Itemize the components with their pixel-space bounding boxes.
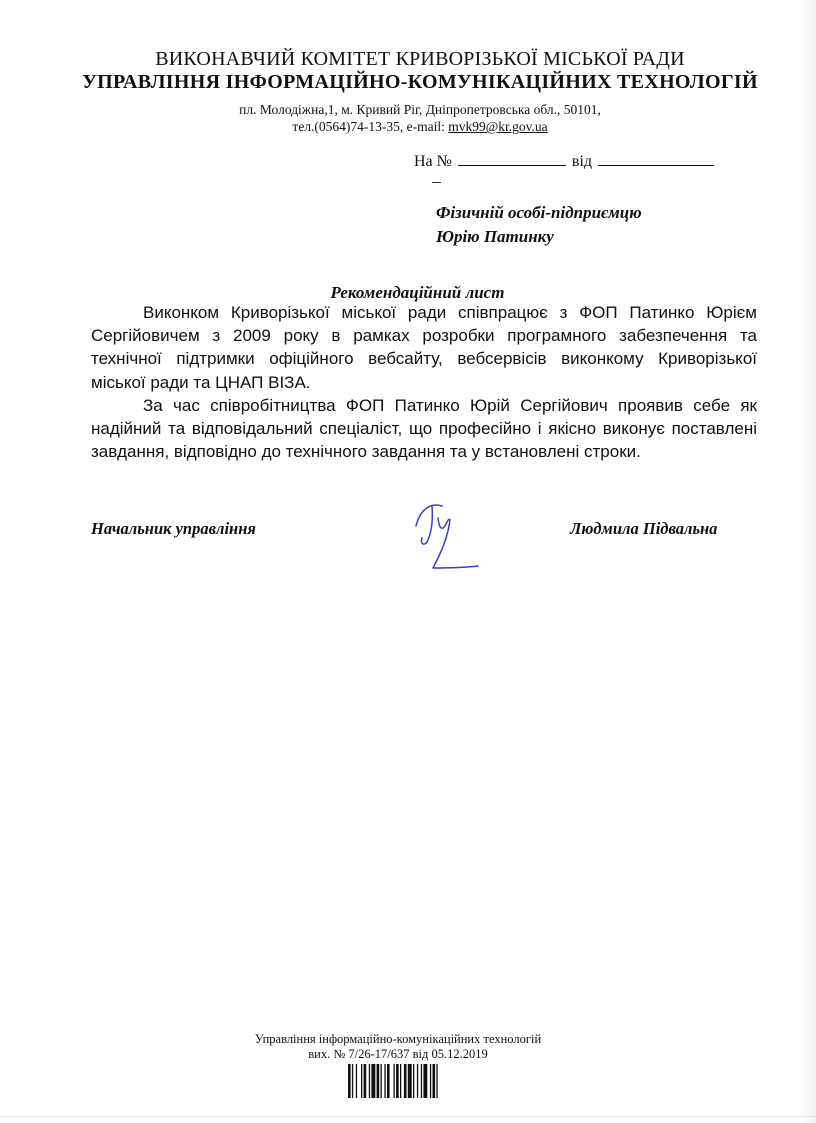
barcode-bar — [371, 1064, 375, 1098]
contact-line — [0, 119, 816, 135]
barcode-bar — [352, 1064, 353, 1098]
barcode-bar — [421, 1064, 422, 1098]
email-link[interactable]: mvk99@kr.gov.ua — [448, 119, 548, 134]
barcode-bar — [384, 1064, 385, 1098]
barcode-bar — [423, 1064, 427, 1098]
letter-subject: Рекомендаційний лист — [330, 283, 505, 302]
barcode-bar — [381, 1064, 382, 1098]
phone-text: тел.(0564)74-13-35, e-mail: — [292, 119, 449, 134]
scan-edge-bottom — [0, 1116, 816, 1117]
barcode-bar — [408, 1064, 412, 1098]
barcode-bar — [430, 1064, 431, 1098]
body-paragraph: За час співробітництва ФОП Патинко Юрій Сергійович проявив себе як надійний та відповідальний спеціаліст, що професійно і якісно виконує поставлені завдання, відповідно до технічного завдання та у встановлені строки. — [91, 395, 757, 462]
barcode-bar — [364, 1064, 367, 1098]
reference-number-blank — [458, 151, 566, 166]
footer-department: Управління інформаційно-комунікаційних технологій — [254, 1032, 542, 1046]
barcode-bar — [417, 1064, 418, 1098]
reference-number-label: На № — [414, 153, 452, 170]
reference-date-label: від — [571, 153, 593, 170]
barcode-bar — [394, 1064, 395, 1098]
signatory-position: Начальник управління — [91, 519, 256, 538]
barcode-bar — [361, 1064, 362, 1098]
body-paragraph: Виконком Криворізької міської ради співпрацює з ФОП Патинко Юрієм Сергійовичем з 2009 року в рамках розробки програмного забезпечення та технічної підтримки офіційного вебсайту, вебсервісів виконкому Криворізької міської ради та ЦНАП ВІЗА. — [91, 303, 757, 392]
barcode-bar — [377, 1064, 380, 1098]
barcode-bar — [433, 1064, 436, 1098]
signature-icon — [402, 496, 482, 576]
barcode-bar — [400, 1064, 401, 1098]
org-title: ВИКОНАВЧИЙ КОМІТЕТ КРИВОРІЗЬКОЇ МІСЬКОЇ РАДИ — [155, 48, 685, 70]
scan-edge-right — [798, 0, 816, 1123]
address-line: пл. Молодіжна,1, м. Кривий Ріг, Дніпропетровська обл., 50101, — [239, 102, 601, 117]
barcode-bar — [387, 1064, 390, 1098]
barcode-bar — [404, 1064, 407, 1098]
reference-date-blank — [598, 151, 714, 166]
barcode-bar — [348, 1064, 351, 1098]
barcode-icon — [348, 1064, 468, 1098]
barcode-bar — [396, 1064, 399, 1098]
department-title: УПРАВЛІННЯ ІНФОРМАЦІЙНО-КОМУНІКАЦІЙНИХ ТЕХНОЛОГІЙ — [82, 71, 758, 93]
addressee — [436, 201, 642, 249]
margin-tick — [432, 182, 441, 183]
barcode-bar — [356, 1064, 357, 1098]
barcode-bar — [369, 1064, 370, 1098]
reference-line — [414, 151, 714, 171]
addressee-line-2: Юрію Патинку — [436, 227, 554, 246]
addressee-line-1: Фізичній особі-підприємцю — [436, 203, 642, 222]
signatory-name: Людмила Підвальна — [570, 519, 718, 538]
barcode-bar — [436, 1064, 437, 1098]
letter-body — [91, 301, 757, 463]
outgoing-number: вих. № 7/26-17/637 від 05.12.2019 — [308, 1047, 488, 1061]
barcode-bar — [413, 1064, 414, 1098]
